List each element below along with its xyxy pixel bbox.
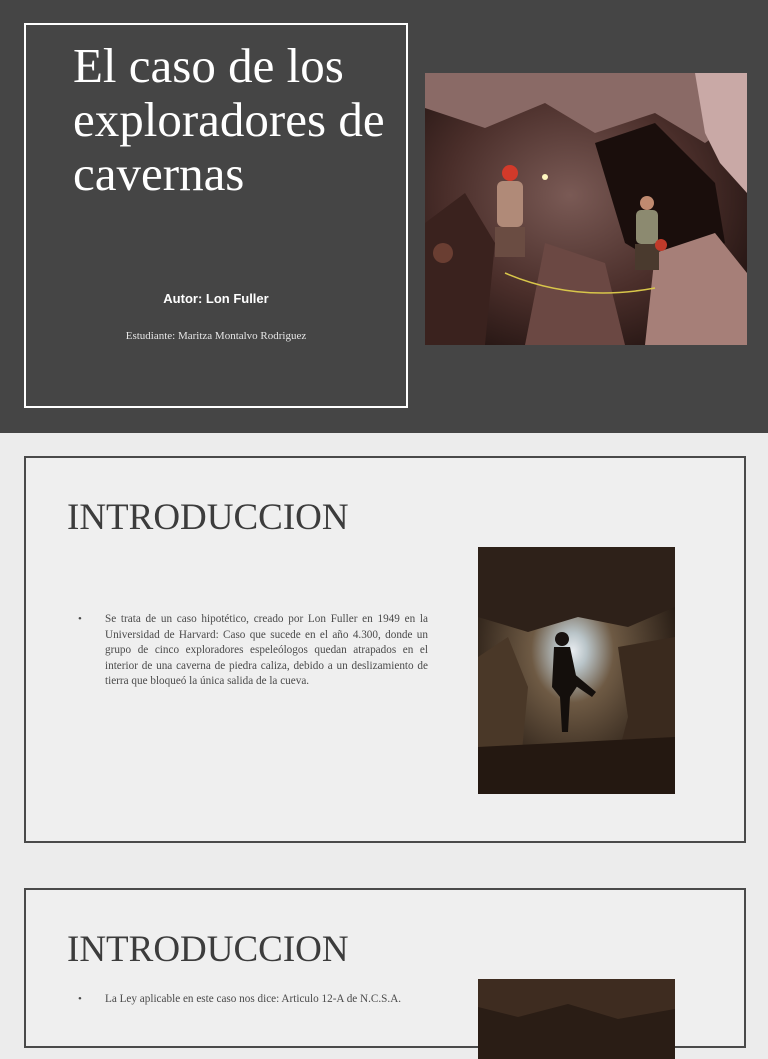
- bullet-text: La Ley aplicable en este caso nos dice: Articulo 12-A de N.C.S.A.: [105, 993, 402, 1005]
- bullet-list: [78, 992, 428, 1008]
- list-item: [78, 992, 428, 1008]
- cave-explorers-photo: [425, 73, 747, 345]
- intro-slide-1: [24, 456, 746, 843]
- list-item: [78, 612, 428, 690]
- title-frame: [24, 23, 408, 408]
- cave-photo: [478, 979, 675, 1059]
- bullet-text: Se trata de un caso hipotético, creado por Lon Fuller en 1949 en la Universidad de Harvard: Caso que sucede en el año 4.300, donde un grupo de cinco exploradores espeleólogos quedan atrapados en el interior de una caverna de piedra caliza, debido a un deslizamiento de tierra que bloqueó la única salida de la cueva.: [105, 613, 428, 687]
- intro-slide-2: [24, 888, 746, 1048]
- student-label: Estudiante: Maritza Montalvo Rodriguez: [125, 330, 307, 342]
- author-label: Autor: Lon Fuller: [163, 291, 269, 306]
- bullet-icon: •: [78, 993, 82, 1005]
- bullet-icon: •: [78, 613, 82, 625]
- bullet-list: [78, 612, 428, 690]
- cave-silhouette-photo: [478, 547, 675, 794]
- slide-heading: INTRODUCCION: [67, 929, 349, 970]
- slide-heading: INTRODUCCION: [67, 497, 349, 538]
- title-slide: [0, 0, 768, 433]
- slide-title: El caso de los exploradores de cavernas: [73, 38, 385, 201]
